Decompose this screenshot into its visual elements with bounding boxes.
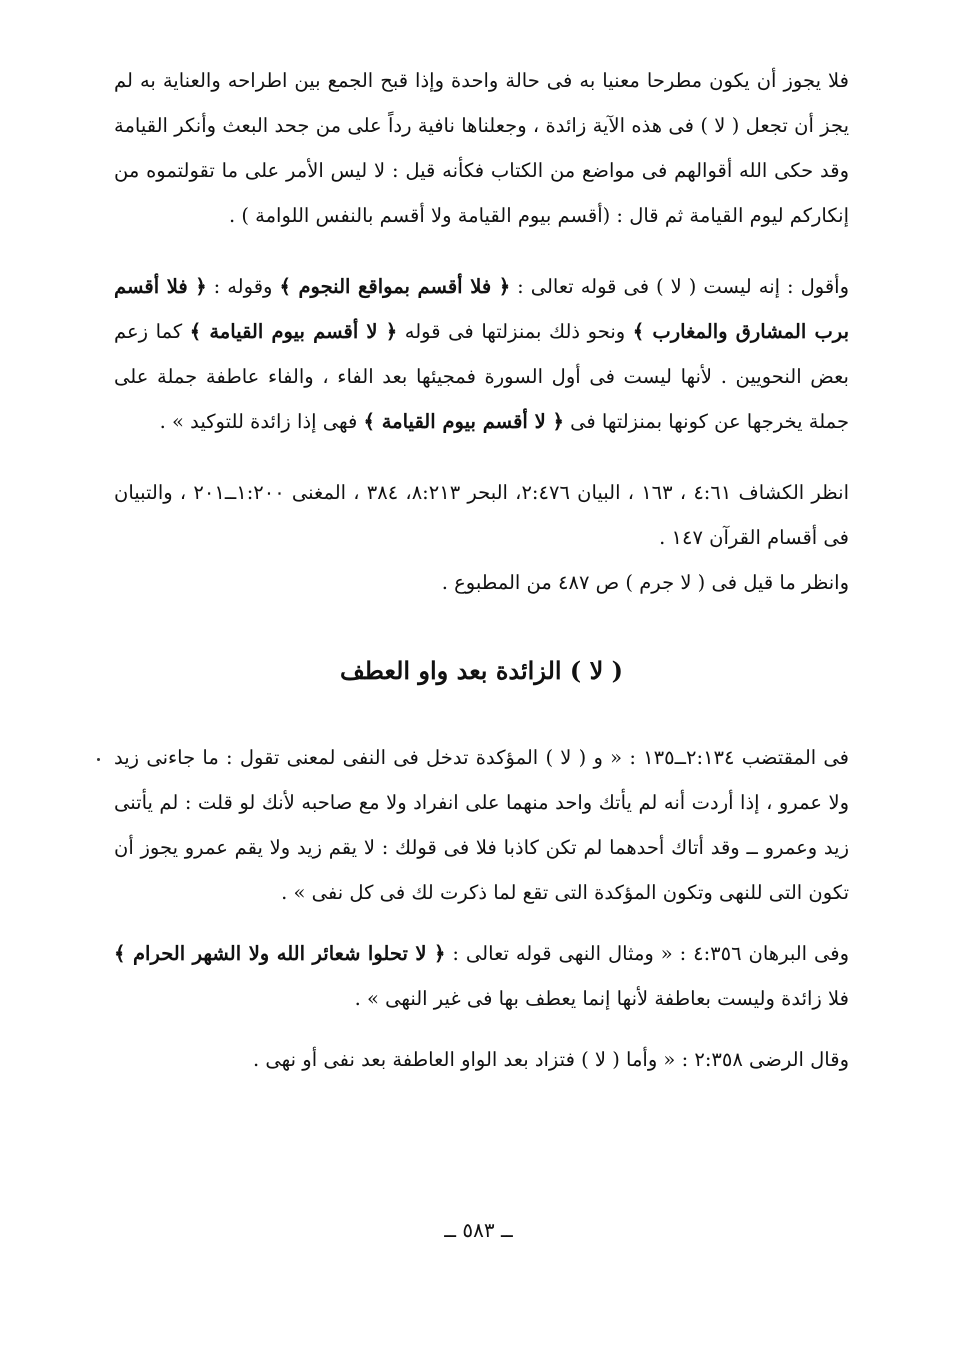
quran-verse: ﴿ لا تحلوا شعائر الله ولا الشهر الحرام ﴾ <box>114 942 446 965</box>
quran-verse: ﴿ فلا أقسم برب المشارق والمغارب ﴾ <box>114 275 849 343</box>
quran-verse: ﴿ فلا أقسم بمواقع النجوم ﴾ <box>279 275 511 298</box>
text-segment: كما زعم بعض النحويين . لأنها ليست فى أول السورة فمجيئها بعد الفاء ، والفاء عاطفة جملة على جملة يخرجها عن كونها بمنزلتها فى <box>114 320 849 433</box>
page-number: ــ ٥٨٣ ــ <box>444 1218 513 1242</box>
ink-dot <box>97 758 100 761</box>
text-segment: فلا زائدة وليست بعاطفة لأنها إنما يعطف بها فى غير النهى » . <box>354 987 849 1010</box>
quran-verse: ﴿ لا أقسم بيوم القيامة ﴾ <box>189 320 398 343</box>
text-segment: ونحو ذلك بمنزلتها فى قوله <box>397 320 633 343</box>
page-body <box>114 58 849 1082</box>
paragraph-4 <box>114 931 849 1021</box>
references-see-also: وانظر ما قيل فى ( لا جرم ) ص ٤٨٧ من المطبوع . <box>441 571 849 594</box>
paragraph-2 <box>114 264 849 444</box>
paragraph-3: فى المقتضب ٢:١٣٤ــ١٣٥ : « و ( لا ) المؤكدة تدخل فى النفى لمعنى تقول : ما جاءنى زيد ولا عمرو ، إذا أردت أنه لم يأتك واحد منهما على انفراد ولا مع صاحبه لأنك لو قلت : لم يأتنى زيد وعمرو ــ وقد أتاك أحدهما لم تكن كاذبا فلا فى قولك : لا يقم زيد ولا يقم عمرو يجوز أن تكون التى للنهى وتكون المؤكدة التى تقع لما ذكرت لك فى كل نفى » . <box>114 746 849 904</box>
text-segment: فهى إذا زائدة للتوكيد » . <box>159 410 364 433</box>
section-heading: ( لا ) الزائدة بعد واو العطف <box>339 656 624 685</box>
text-segment: وفى البرهان ٤:٣٥٦ : « ومثال النهى قوله تعالى : <box>445 942 849 965</box>
paragraph-1: فلا يجوز أن يكون مطرحا معنيا به فى حالة واحدة وإذا قبح الجمع بين اطراحه والعناية به لم يجز أن تجعل ( لا ) فى هذه الآية زائدة ، وجعلناها نافية رداً على من جحد البعث وأنكر القيامة وقد حكى الله أقوالهم فى مواضع من الكتاب فكأنه قيل : لا ليس الأمر على ما تقولتموه من إنكاركم ليوم القيامة ثم قال : (أقسم بيوم القيامة ولا أقسم بالنفس اللوامة ) . <box>114 69 849 227</box>
references-paragraph: انظر الكشاف ٤:٦١ ، ١٦٣ ، البيان ٢:٤٧٦، البحر ٨:٢١٣، ٣٨٤ ، المغنى ١:٢٠٠ــ٢٠١ ، والتبيان فى أقسام القرآن ١٤٧ . <box>114 481 849 549</box>
text-segment: وأقول : إنه ليست ( لا ) فى قوله تعالى : <box>510 275 849 298</box>
quran-verse: ﴿ لا أقسم بيوم القيامة ﴾ <box>363 410 564 433</box>
text-segment: وقوله : <box>206 275 280 298</box>
paragraph-5: وقال الرضى ٢:٣٥٨ : « وأما ( لا ) فتزاد بعد الواو العاطفة بعد نفى أو نهى . <box>253 1048 849 1071</box>
